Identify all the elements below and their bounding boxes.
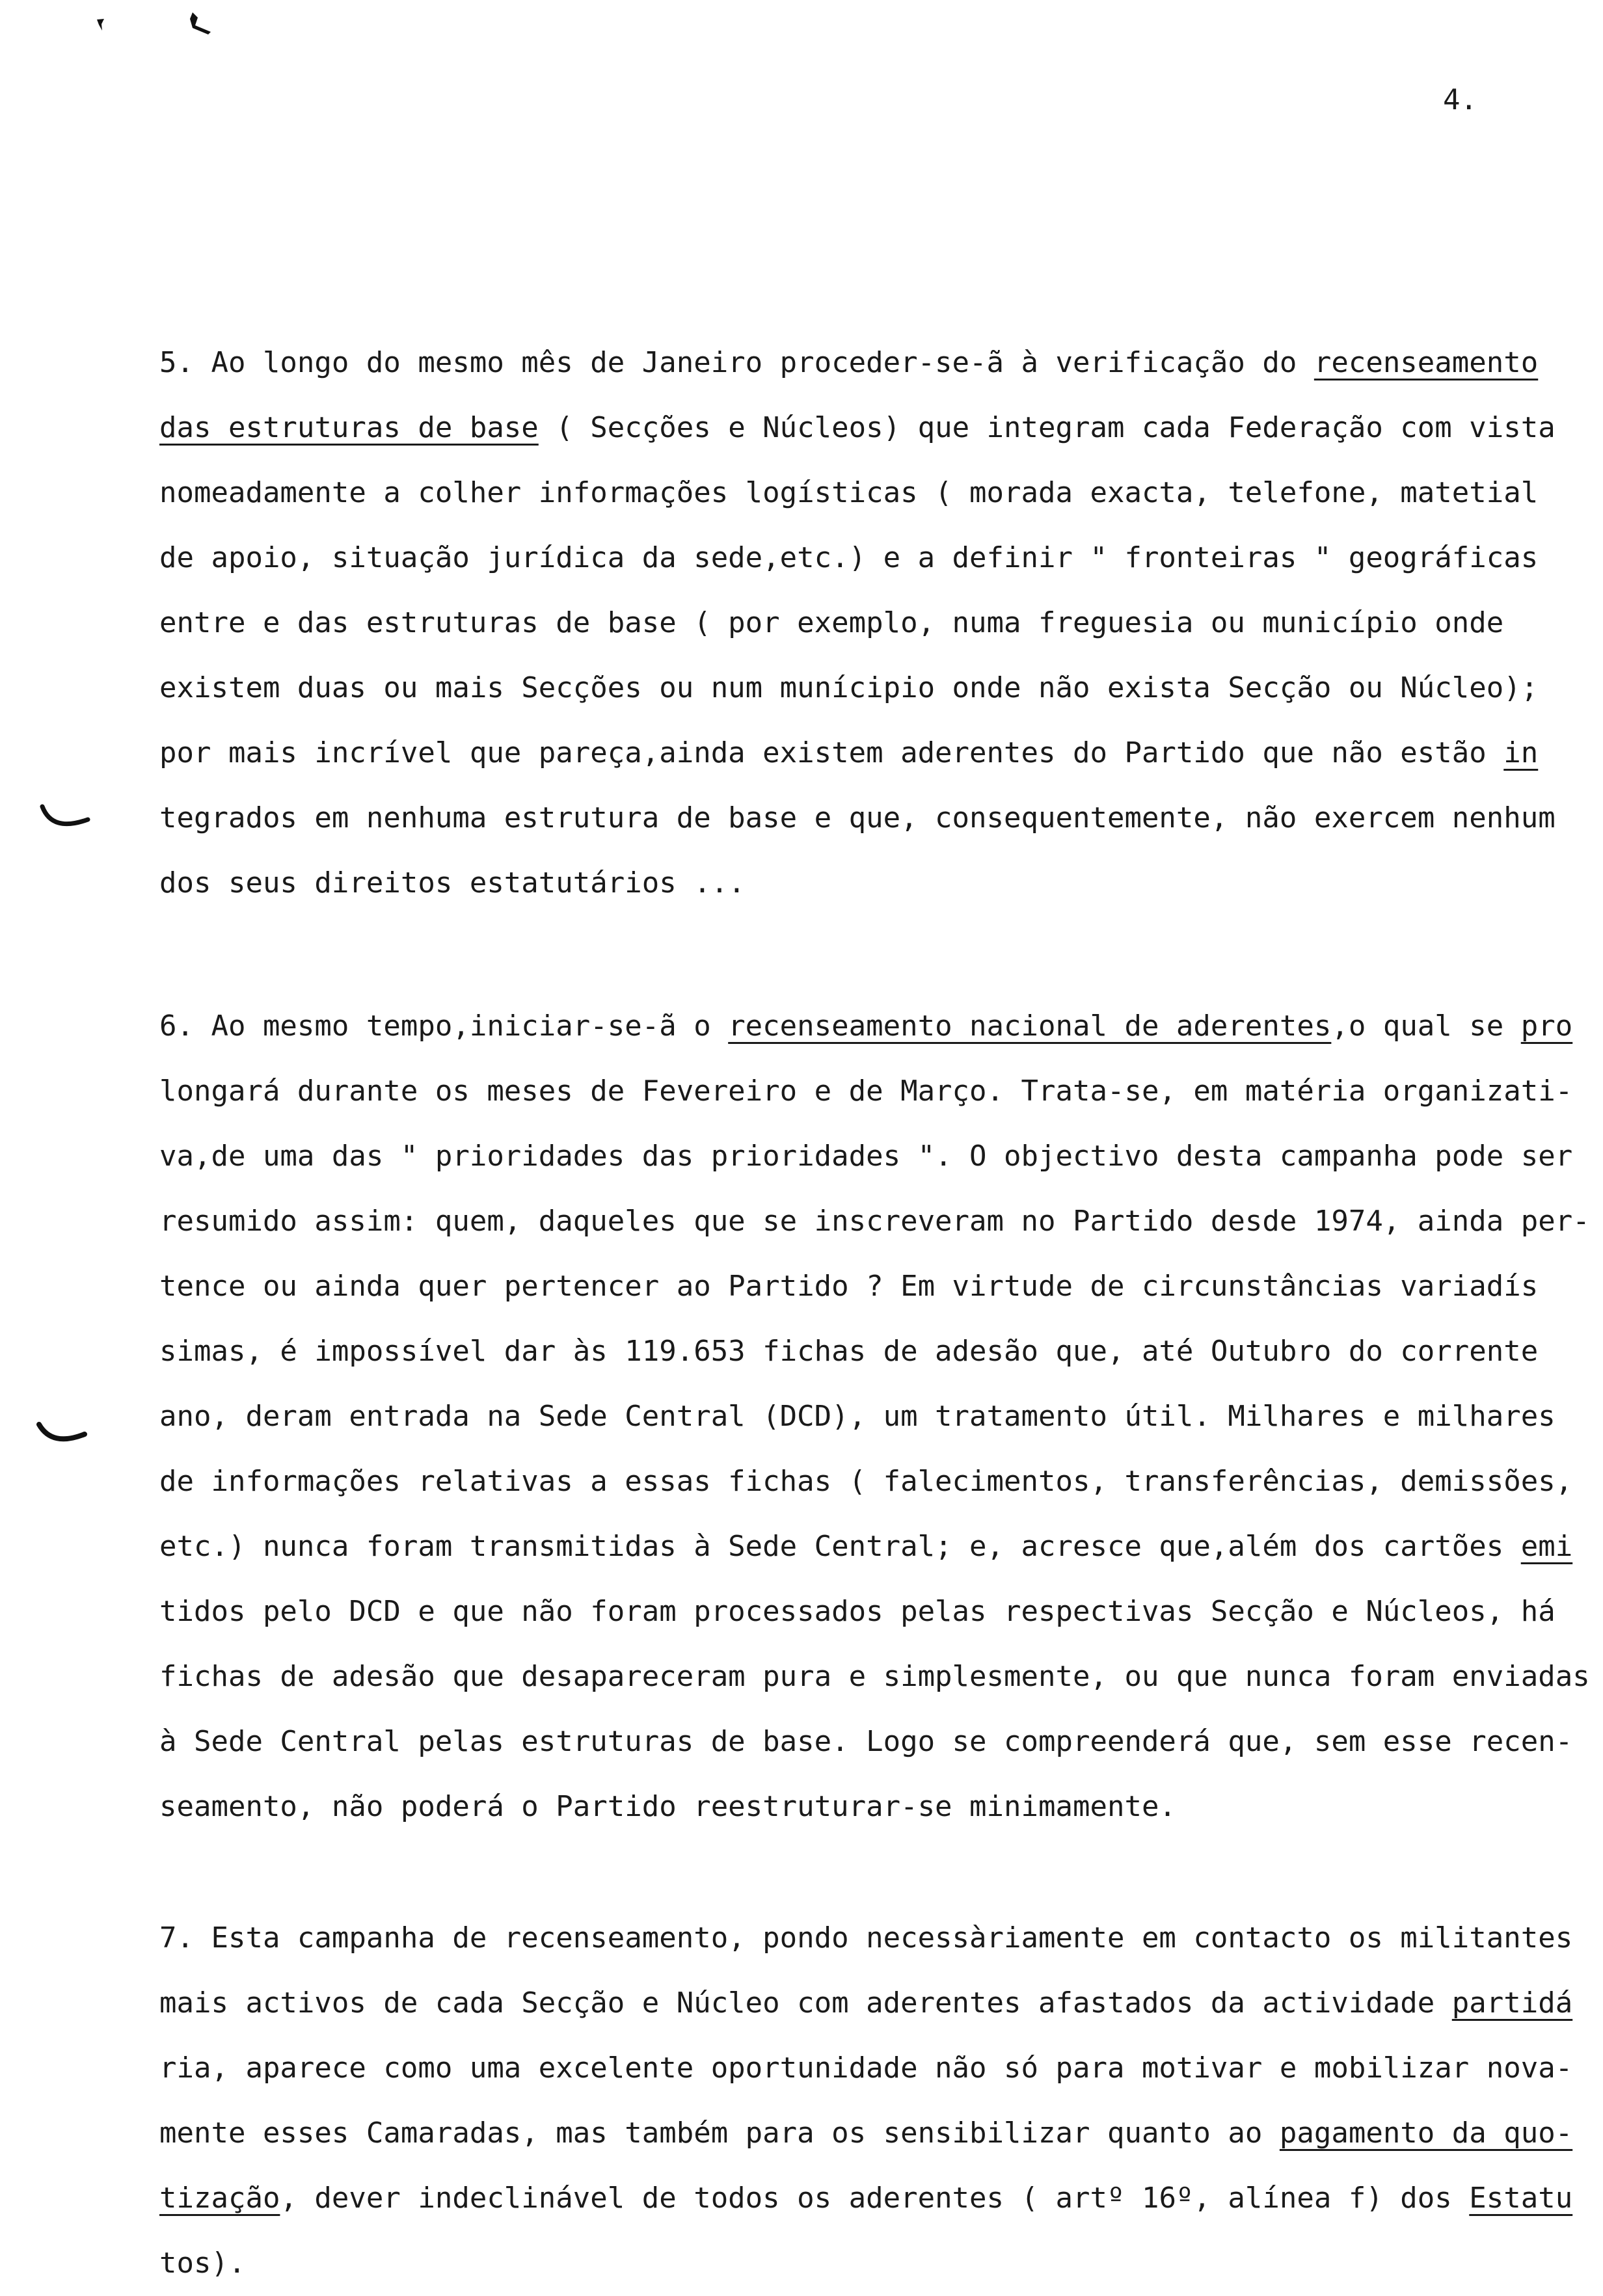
text-segment: ,o qual se — [1331, 1009, 1521, 1043]
text-line — [159, 1514, 1573, 1579]
text-segment: tence ou ainda quer pertencer ao Partido ? Em virtude de circunstâncias variadís — [159, 1270, 1539, 1303]
text-segment: mente esses Camaradas, mas também para os sensibilizar quanto ao — [159, 2116, 1280, 2150]
text-segment: fichas de adesão que desapareceram pura e simplesmente, ou que nunca foram enviadas — [159, 1660, 1590, 1693]
text-segment: ria, aparece como uma excelente oportunidade não só para motivar e mobilizar nova- — [159, 2051, 1573, 2085]
paragraph-6 — [159, 994, 1590, 1839]
text-segment: existem duas ou mais Secções ou num munícipio onde não exista Secção ou Núcleo); — [159, 671, 1539, 704]
text-line — [159, 2101, 1573, 2166]
text-segment: por mais incrível que pareça,ainda existem aderentes do Partido que não estão — [159, 736, 1504, 769]
underlined-text: tização — [159, 2182, 280, 2215]
text-line — [159, 395, 1556, 461]
underlined-text: recenseamento — [1313, 346, 1539, 379]
text-line — [159, 994, 1573, 1059]
hole-punch-arc — [39, 803, 91, 836]
text-segment: de informações relativas a essas fichas ( falecimentos, transferências, demissões, — [159, 1465, 1573, 1498]
text-segment: resumido assim: quem, daqueles que se inscreveram no Partido desde 1974, ainda per- — [159, 1205, 1590, 1238]
text-line — [159, 2036, 1573, 2101]
text-line — [159, 1254, 1539, 1319]
text-line — [159, 1449, 1573, 1514]
text-line — [159, 1124, 1573, 1189]
text-segment: longará durante os meses de Fevereiro e de Março. Trata-se, em matéria organizati- — [159, 1075, 1573, 1108]
text-line — [159, 461, 1539, 526]
text-segment: etc.) nunca foram transmitidas à Sede Central; e, acresce que,além dos cartões — [159, 1530, 1521, 1563]
paragraph-5 — [159, 330, 1556, 916]
text-segment: à Sede Central pelas estruturas de base. Logo se compreenderá que, sem esse recen- — [159, 1725, 1573, 1758]
text-segment: de apoio, situação jurídica da sede,etc.) e a definir " fronteiras " geográficas — [159, 541, 1539, 574]
text-segment: nomeadamente a colher informações logísticas ( morada exacta, telefone, matetial — [159, 476, 1539, 509]
text-line — [159, 1579, 1556, 1644]
text-line — [159, 330, 1539, 395]
text-segment: , dever indeclinável de todos os aderentes ( artº 16º, alínea f) dos — [280, 2182, 1470, 2215]
text-line — [159, 2166, 1573, 2231]
text-segment: tidos pelo DCD e que não foram processados pelas respectivas Secção e Núcleos, há — [159, 1595, 1556, 1628]
text-line — [159, 656, 1539, 721]
text-line — [159, 1189, 1590, 1254]
text-segment: ano, deram entrada na Sede Central (DCD), um tratamento útil. Milhares e milhares — [159, 1400, 1556, 1433]
paragraph-7 — [159, 1906, 1573, 2296]
scan-speck-mark — [189, 10, 215, 36]
text-segment: 6. Ao mesmo tempo,iniciar-se-ã o — [159, 1009, 729, 1043]
underlined-text: pro — [1520, 1009, 1573, 1043]
text-line — [159, 2231, 1480, 2296]
text-line — [159, 1709, 1573, 1774]
text-line — [159, 721, 1539, 786]
text-line — [159, 1644, 1590, 1709]
text-segment: tegrados em nenhuma estrutura de base e que, consequentemente, não exercem nenhum — [159, 801, 1556, 834]
underlined-text: pagamento da quo- — [1279, 2116, 1573, 2150]
underlined-text: emi — [1520, 1530, 1573, 1563]
underlined-text: das estruturas de base — [159, 411, 539, 444]
text-line — [159, 1319, 1539, 1384]
underlined-text: recenseamento nacional de aderentes — [728, 1009, 1332, 1043]
text-line — [159, 1384, 1556, 1449]
text-line — [159, 1059, 1573, 1124]
underlined-text: partidá — [1451, 1986, 1573, 2020]
text-segment: 7. Esta campanha de recenseamento, pondo necessàriamente em contacto os militantes — [159, 1921, 1573, 1955]
text-segment: mais activos de cada Secção e Núcleo com aderentes afastados da actividade — [159, 1986, 1452, 2020]
text-line — [159, 591, 1504, 656]
text-line — [159, 526, 1539, 591]
text-line — [159, 786, 1556, 851]
hole-punch-arc — [36, 1421, 88, 1454]
underlined-text: Estatu — [1469, 2182, 1573, 2215]
page-number: 4. — [1443, 83, 1477, 116]
text-line — [159, 1906, 1573, 1971]
text-line — [159, 1774, 1480, 1839]
text-line — [159, 1971, 1573, 2036]
underlined-text: in — [1503, 736, 1539, 769]
text-segment: dos seus direitos estatutários ... — [159, 866, 746, 900]
text-segment: ( Secções e Núcleos) que integram cada Federação com vista — [538, 411, 1556, 444]
text-segment: va,de uma das " prioridades das prioridades ". O objectivo desta campanha pode ser — [159, 1140, 1573, 1173]
text-segment: tos). — [159, 2247, 246, 2280]
scan-speck-mark — [96, 18, 105, 31]
text-segment: seamento, não poderá o Partido reestruturar-se minimamente. — [159, 1790, 1176, 1823]
text-segment: entre e das estruturas de base ( por exemplo, numa freguesia ou município onde — [159, 606, 1504, 639]
text-line — [159, 851, 1480, 916]
text-segment: simas, é impossível dar às 119.653 fichas de adesão que, até Outubro do corrente — [159, 1335, 1539, 1368]
text-segment: 5. Ao longo do mesmo mês de Janeiro proceder-se-ã à verificação do — [159, 346, 1314, 379]
